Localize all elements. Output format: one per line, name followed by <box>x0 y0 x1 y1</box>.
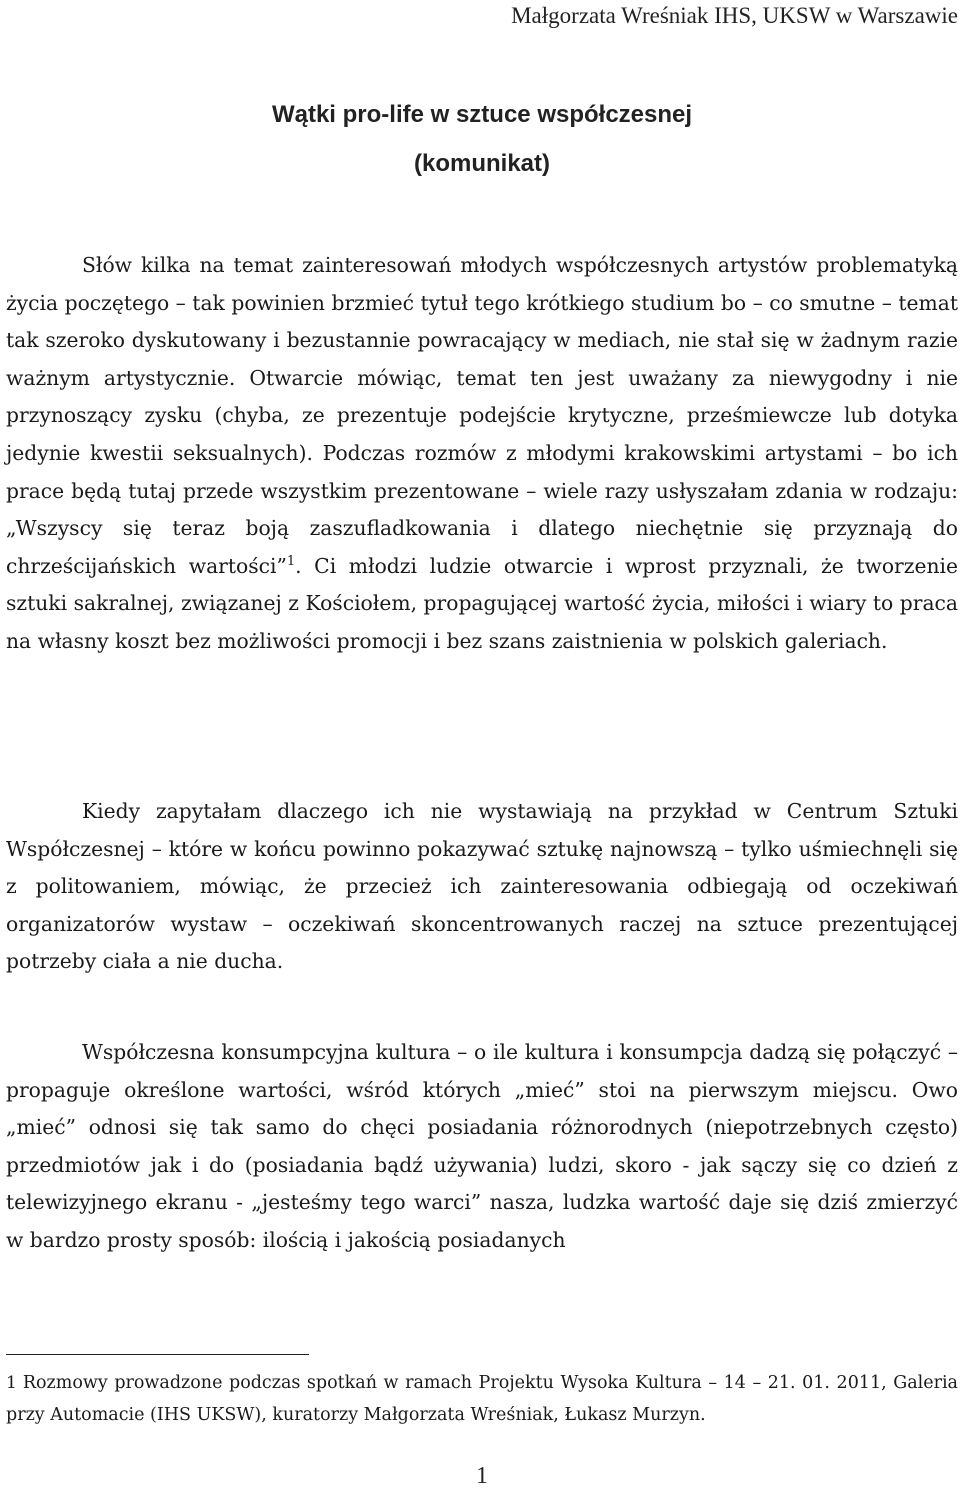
paragraph-text: Współczesna konsumpcyjna kultura – o ile kultura i konsumpcja dadzą się połączyć – propaguje określone wartości, wśród których „mieć” stoi na pierwszym miejscu. Owo „mieć” odnosi się tak samo do chęci posiadania różnorodnych (niepotrzebnych często) przedmiotów jak i do (posiadania bądź używania) ludzi, skoro - jak sączy się co dzień z telewizyjnego ekranu - „jesteśmy tego warci” nasza, ludzka wartość daje się dziś zmierzyć w bardzo prosty sposób: ilością i jakością posiadanych <box>6 1040 958 1252</box>
footnote-reference: 1 <box>286 553 296 569</box>
page-number: 1 <box>476 1463 488 1489</box>
paragraph-text: Słów kilka na temat zainteresowań młodych współczesnych artystów problematyką życia poczętego – tak powinien brzmieć tytuł tego krótkiego studium bo – co smutne – temat tak szeroko dyskutowany i bezustannie powracający w mediach, nie stał się w żadnym razie ważnym artystycznie. Otwarcie mówiąc, temat ten jest uważany za niewygodny i nie przynoszący zysku (chyba, ze prezentuje podejście krytyczne, prześmiewcze lub dotyka jedynie kwestii seksualnych). Podczas rozmów z młodymi krakowskimi artystami – bo ich prace będą tutaj przede wszystkim prezentowane – wiele razy usłyszałam zdania w rodzaju: „Wszyscy się teraz boją zaszufladkowania i dlatego niechętnie się przyznają do chrześcijańskich wartości” <box>6 253 958 578</box>
document-page <box>6 0 958 1495</box>
paragraph-text: . Ci młodzi ludzie otwarcie i wprost przyznali, że tworzenie sztuki sakralnej, związanej z Kościołem, propagującej wartość życia, miłości i wiary to praca na własny koszt bez możliwości promocji i bez szans zaistnienia w polskich galeriach. <box>6 553 958 653</box>
body-paragraph-2 <box>6 793 958 981</box>
document-subtitle: (komunikat) <box>413 150 550 177</box>
footnote-number: 1 <box>6 1373 17 1393</box>
paragraph-text: Kiedy zapytałam dlaczego ich nie wystawiają na przykład w Centrum Sztuki Współczesnej – które w końcu powinno pokazywać sztukę najnowszą – tylko uśmiechnęli się z politowaniem, mówiąc, że przecież ich zainteresowania odbiegają od oczekiwań organizatorów wystaw – oczekiwań skoncentrowanych raczej na sztuce prezentującej potrzeby ciała a nie ducha. <box>6 799 958 974</box>
body-paragraph-3 <box>6 1034 958 1260</box>
document-title: Wątki pro-life w sztuce współczesnej <box>271 101 693 128</box>
footnote-text: Rozmowy prowadzone podczas spotkań w ramach Projektu Wysoka Kultura – 14 – 21. 01. 2011, Galeria przy Automacie (IHS UKSW), kuratorzy Małgorzata Wreśniak, Łukasz Murzyn. <box>6 1373 958 1425</box>
body-paragraph-1 <box>6 247 958 661</box>
footnote-separator <box>6 1354 309 1355</box>
footnote <box>6 1367 958 1431</box>
author-affiliation: Małgorzata Wreśniak IHS, UKSW w Warszawie <box>511 3 958 28</box>
